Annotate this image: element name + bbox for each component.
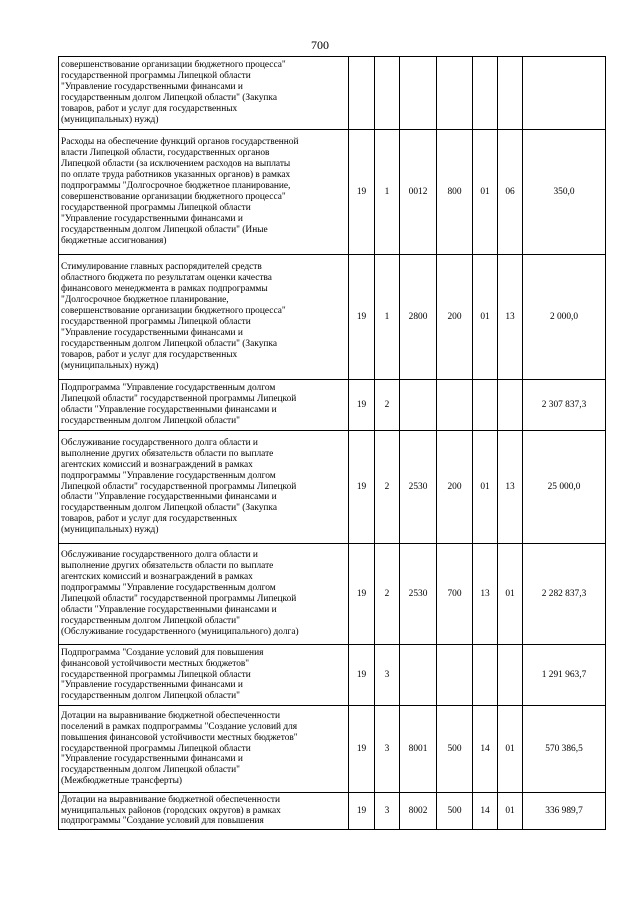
code-cell: 19 (349, 431, 375, 544)
row-description: Дотации на выравнивание бюджетной обеспеченности муниципальных районов (городских округов) в рамках подпрограммы "Создание условий для повышения (59, 793, 349, 830)
budget-table (58, 56, 606, 830)
code-cell: 01 (498, 706, 523, 793)
code-cell: 14 (473, 793, 498, 830)
code-cell (498, 380, 523, 431)
code-cell: 01 (473, 130, 498, 255)
code-cell: 2 (375, 380, 400, 431)
code-cell: 0012 (400, 130, 437, 255)
code-cell: 19 (349, 793, 375, 830)
code-cell: 01 (498, 793, 523, 830)
row-description: Расходы на обеспечение функций органов государственной власти Липецкой области, государственных органов Липецкой области (за исключением расходов на выплаты по оплате труда работников указанных органов) в рамках подпрограммы "Долгосрочное бюджетное планирование, совершенствование организации бюджетного процесса" государственной программы Липецкой области "Управление государственными финансами и государственным долгом Липецкой области" (Иные бюджетные ассигнования) (59, 130, 349, 255)
code-cell (375, 57, 400, 130)
amount-cell: 1 291 963,7 (523, 645, 606, 706)
row-description: Обслуживание государственного долга области и выполнение других обязательств области по выплате агентских комиссий и вознаграждений в рамках подпрограммы "Управление государственным долгом Липецкой области" государственной программы Липецкой области "Управление государственными финансами и государственным долгом Липецкой области" (Закупка товаров, работ и услуг для государственных (муниципальных) нужд) (59, 431, 349, 544)
code-cell: 500 (437, 706, 473, 793)
code-cell: 3 (375, 793, 400, 830)
code-cell (498, 57, 523, 130)
row-description: Обслуживание государственного долга области и выполнение других обязательств области по выплате агентских комиссий и вознаграждений в рамках подпрограммы "Управление государственным долгом Липецкой области" государственной программы Липецкой области "Управление государственными финансами и государственным долгом Липецкой области" (Обслуживание государственного (муниципального) долга) (59, 544, 349, 645)
code-cell: 01 (498, 544, 523, 645)
code-cell (400, 380, 437, 431)
amount-cell: 2 282 837,3 (523, 544, 606, 645)
page-number: 700 (311, 38, 329, 52)
amount-cell: 350,0 (523, 130, 606, 255)
code-cell (437, 57, 473, 130)
code-cell (400, 645, 437, 706)
code-cell: 2 (375, 431, 400, 544)
table-row (59, 706, 606, 793)
code-cell: 200 (437, 431, 473, 544)
code-cell (473, 645, 498, 706)
amount-cell: 25 000,0 (523, 431, 606, 544)
table-row (59, 544, 606, 645)
amount-cell: 2 000,0 (523, 255, 606, 380)
code-cell: 13 (498, 255, 523, 380)
code-cell (437, 380, 473, 431)
table-row (59, 255, 606, 380)
code-cell: 06 (498, 130, 523, 255)
code-cell: 3 (375, 706, 400, 793)
row-description: совершенствование организации бюджетного процесса" государственной программы Липецкой области "Управление государственными финансами и государственным долгом Липецкой области" (Закупка товаров, работ и услуг для государственных (муниципальных) нужд) (59, 57, 349, 130)
code-cell: 8002 (400, 793, 437, 830)
table-row (59, 793, 606, 830)
row-description: Дотации на выравнивание бюджетной обеспеченности поселений в рамках подпрограммы "Создание условий для повышения финансовой устойчивости местных бюджетов" государственной программы Липецкой области "Управление государственными финансами и государственным долгом Липецкой области" (Межбюджетные трансферты) (59, 706, 349, 793)
table-row (59, 57, 606, 130)
code-cell: 500 (437, 793, 473, 830)
code-cell: 8001 (400, 706, 437, 793)
code-cell: 19 (349, 544, 375, 645)
row-description: Стимулирование главных распорядителей средств областного бюджета по результатам оценки качества финансового менеджмента в рамках подпрограммы "Долгосрочное бюджетное планирование, совершенствование организации бюджетного процесса" государственной программы Липецкой области "Управление государственными финансами и государственным долгом Липецкой области" (Закупка товаров, работ и услуг для государственных (муниципальных) нужд) (59, 255, 349, 380)
code-cell: 2800 (400, 255, 437, 380)
code-cell (437, 645, 473, 706)
code-cell (349, 57, 375, 130)
amount-cell (523, 57, 606, 130)
amount-cell: 2 307 837,3 (523, 380, 606, 431)
code-cell: 2530 (400, 544, 437, 645)
code-cell: 3 (375, 645, 400, 706)
code-cell: 1 (375, 255, 400, 380)
table-row (59, 130, 606, 255)
code-cell: 19 (349, 380, 375, 431)
table-row (59, 645, 606, 706)
code-cell (473, 57, 498, 130)
code-cell: 01 (473, 255, 498, 380)
code-cell: 19 (349, 706, 375, 793)
row-description: Подпрограмма "Управление государственным долгом Липецкой области" государственной программы Липецкой области "Управление государственными финансами и государственным долгом Липецкой области" (59, 380, 349, 431)
code-cell: 800 (437, 130, 473, 255)
code-cell: 1 (375, 130, 400, 255)
code-cell: 19 (349, 130, 375, 255)
code-cell (400, 57, 437, 130)
code-cell: 01 (473, 431, 498, 544)
code-cell: 200 (437, 255, 473, 380)
table-row (59, 380, 606, 431)
row-description: Подпрограмма "Создание условий для повышения финансовой устойчивости местных бюджетов" государственной программы Липецкой области "Управление государственными финансами и государственным долгом Липецкой области" (59, 645, 349, 706)
code-cell: 2 (375, 544, 400, 645)
amount-cell: 570 386,5 (523, 706, 606, 793)
table-row (59, 431, 606, 544)
code-cell: 13 (473, 544, 498, 645)
code-cell: 700 (437, 544, 473, 645)
code-cell: 14 (473, 706, 498, 793)
code-cell: 19 (349, 645, 375, 706)
code-cell: 19 (349, 255, 375, 380)
amount-cell: 336 989,7 (523, 793, 606, 830)
code-cell: 2530 (400, 431, 437, 544)
code-cell: 13 (498, 431, 523, 544)
code-cell (498, 645, 523, 706)
code-cell (473, 380, 498, 431)
